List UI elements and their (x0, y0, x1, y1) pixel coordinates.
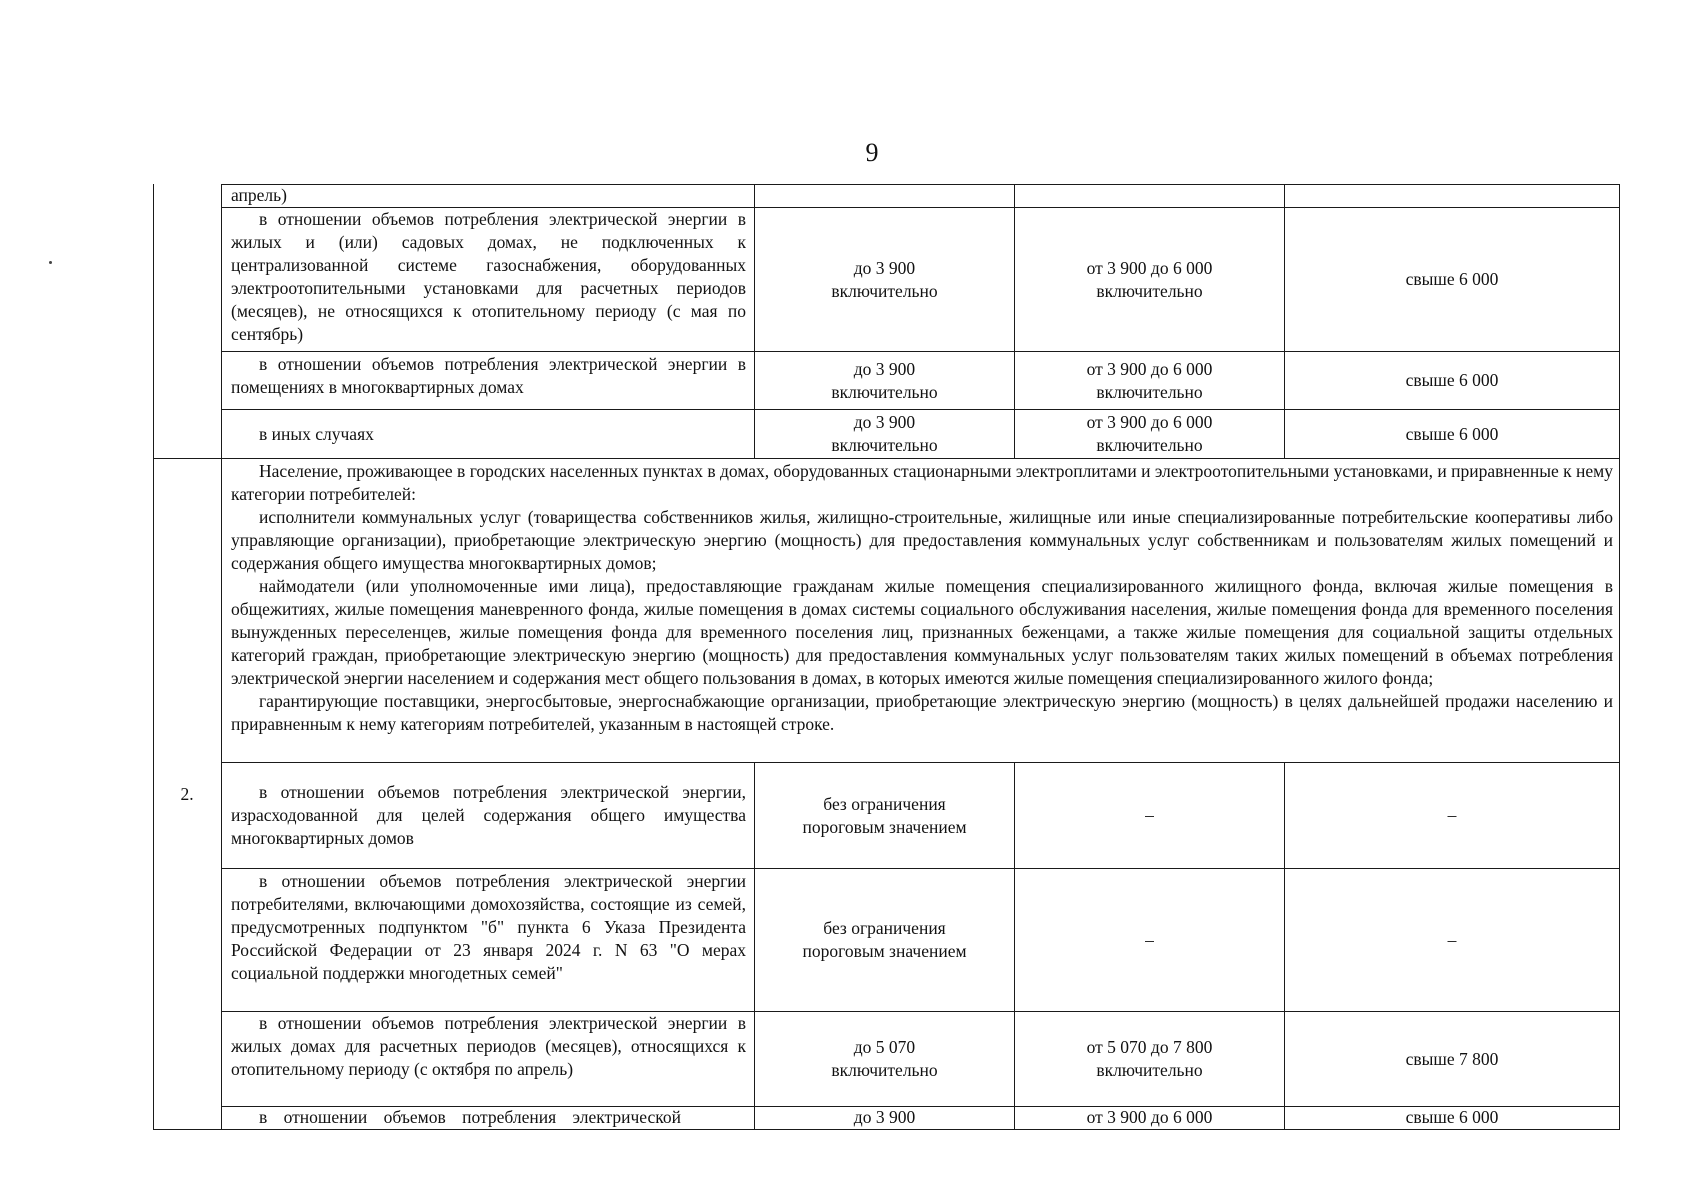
threshold-range-3: свыше 6 000 (1405, 269, 1499, 289)
threshold-range-3: свыше 7 800 (1405, 1048, 1499, 1069)
table-border-right (1619, 184, 1620, 1130)
row-description: апрель) (231, 185, 287, 205)
table-border-bottom (153, 1129, 1620, 1130)
row-description: в отношении объемов потребления электрической (259, 1107, 681, 1127)
row-description: в отношении объемов потребления электрической энергии в жилых и (или) садовых домах, не подключенных к централизованной системе газоснабжения, оборудованных электроотопительными установками для расчетных периодов (месяцев), не относящихся к отопительному периоду (с мая по сентябрь) (231, 209, 746, 344)
section-line (153, 458, 1620, 459)
threshold-range-3: свыше 6 000 (1405, 370, 1499, 390)
scan-speck (49, 261, 52, 264)
threshold-range-3: – (1447, 929, 1457, 950)
row-description: в отношении объемов потребления электрической энергии, израсходованной для целей содержания общего имущества многоквартирных домов (231, 782, 746, 848)
heading-paragraph: гарантирующие поставщики, энергосбытовые, энергоснабжающие организации, приобретающие электрическую энергию (мощность) в целях дальнейшей продажи населению и приравненным к нему категориям потребителей, указанным в настоящей строке. (231, 691, 1613, 734)
section-number: 2. (180, 783, 194, 804)
threshold-range-1: без ограничения пороговым значением (802, 793, 967, 837)
threshold-range-1: без ограничения пороговым значением (802, 918, 967, 961)
page-number: 9 (865, 138, 879, 167)
threshold-range-1: до 3 900 включительно (831, 358, 938, 402)
section-heading (231, 460, 1613, 736)
threshold-range-1: до 3 900 включительно (831, 412, 938, 455)
row-description: в иных случаях (259, 423, 374, 444)
threshold-range-2: от 3 900 до 6 000 включительно (1086, 257, 1213, 301)
heading-paragraph: наймодатели (или уполномоченные ими лица), предоставляющие гражданам жилые помещения специализированного жилищного фонда, включая жилые помещения в общежитиях, жилые помещения маневренного фонда, жилые помещения в домах системы социального обслуживания населения, жилые помещения фонда для временного поселения вынужденных переселенцев, жилые помещения фонда для временного поселения лиц, признанных беженцами, а также жилые помещения для социальной защиты отдельных категорий граждан, приобретающие электрическую энергию (мощность) для предоставления коммунальных услуг пользователям таких жилых помещений в объемах потребления электрической энергии населением и содержания мест общего пользования в домах, в которых имеются жилые помещения специализированного жилого фонда; (231, 576, 1613, 688)
threshold-range-2: – (1145, 929, 1154, 950)
threshold-range-3: – (1447, 805, 1457, 825)
heading-paragraph: Население, проживающее в городских населенных пунктах в домах, оборудованных стационарными электроплитами и электроотопительными установками, и приравненные к нему категории потребителей: (231, 461, 1613, 504)
threshold-range-2: от 5 070 до 7 800 включительно (1086, 1037, 1213, 1080)
threshold-range-1: до 5 070 включительно (831, 1037, 938, 1080)
threshold-range-2: от 3 900 до 6 000 включительно (1086, 412, 1213, 455)
row-description: в отношении объемов потребления электрической энергии в помещениях в многоквартирных домах (231, 354, 746, 397)
threshold-range-2: от 3 900 до 6 000 включительно (1086, 358, 1213, 402)
row-description: в отношении объемов потребления электрической энергии в жилых домах для расчетных периодов (месяцев), относящихся к отопительному периоду (с октября по апрель) (231, 1013, 746, 1079)
threshold-range-3: свыше 6 000 (1405, 423, 1499, 444)
tariff-table (153, 184, 1620, 1130)
threshold-range-2: от 3 900 до 6 000 (1086, 1107, 1213, 1127)
column-divider-number (221, 184, 222, 1130)
threshold-range-3: свыше 6 000 (1405, 1107, 1499, 1127)
heading-paragraph: исполнители коммунальных услуг (товарищества собственников жилья, жилищно-строительные, жилищные или иные специализированные потребительские кооперативы либо управляющие организации), приобретающие электрическую энергию (мощность) для предоставления коммунальных услуг собственникам и пользователям жилых помещений и содержания общего имущества многоквартирных домов; (231, 507, 1613, 573)
threshold-range-1: до 3 900 (853, 1107, 916, 1127)
threshold-range-1: до 3 900 включительно (831, 257, 938, 301)
row-description: в отношении объемов потребления электрической энергии потребителями, включающими домохозяйства, состоящие из семей, предусмотренных подпунктом "б" пункта 6 Указа Президента Российской Федерации от 23 января 2024 г. N 63 "О мерах социальной поддержки многодетных семей" (231, 871, 746, 983)
threshold-range-2: – (1145, 805, 1154, 825)
